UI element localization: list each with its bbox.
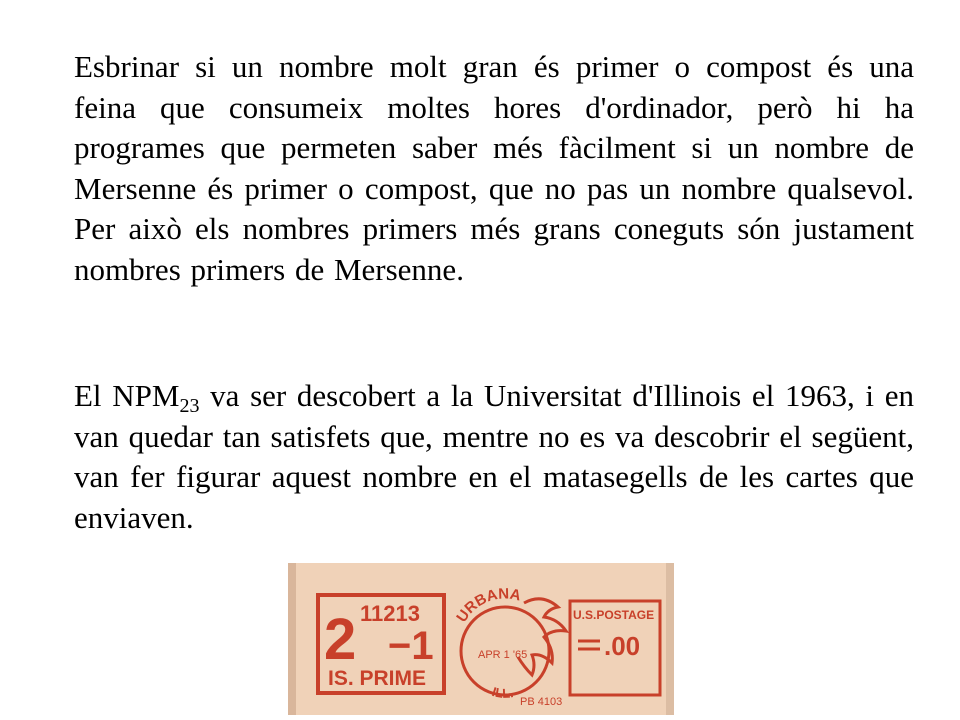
paragraph-npm23-text: va ser descobert a la Universitat d'Illinois el 1963, i en van quedar tan satisfets que, mentre no es va descobrir el següent, van fer figurar aquest nombre en el matasegells de les cartes que enviaven. [74, 378, 914, 535]
postmark-edge-right [666, 563, 674, 715]
slogan-minus-one: −1 [388, 624, 434, 668]
postmark-edge-left [288, 563, 296, 715]
date-stamp-state-path: ILL. [490, 683, 515, 701]
date-stamp-city-path: URBANA [453, 585, 523, 626]
postmark-image [288, 563, 674, 715]
npm-subscript: 23 [179, 395, 200, 417]
slogan-exponent: 11213 [360, 601, 420, 626]
meter-id: PB 4103 [520, 696, 563, 708]
meter-postage-label: U.S.POSTAGE [573, 608, 655, 622]
postmark-svg [288, 563, 674, 715]
npm-label: El NPM [74, 378, 180, 413]
date-stamp-date: APR 1 '65 [478, 649, 528, 661]
paragraph-mersenne-intro [74, 47, 914, 290]
paragraph-npm23 [74, 376, 914, 538]
slogan-base: 2 [324, 607, 357, 672]
paragraph-mersenne-intro-text: Esbrinar si un nombre molt gran és primer o compost és una feina que consumeix moltes hores d'ordinador, però hi ha programes que permeten saber més fàcilment si un nombre de Mersenne és primer o compost, que no pas un nombre qualsevol. Per això els nombres primers més grans coneguts són justament nombres primers de Mersenne. [74, 49, 914, 287]
slogan-is-prime: IS. PRIME [328, 667, 427, 690]
meter-amount: .00 [604, 631, 641, 661]
